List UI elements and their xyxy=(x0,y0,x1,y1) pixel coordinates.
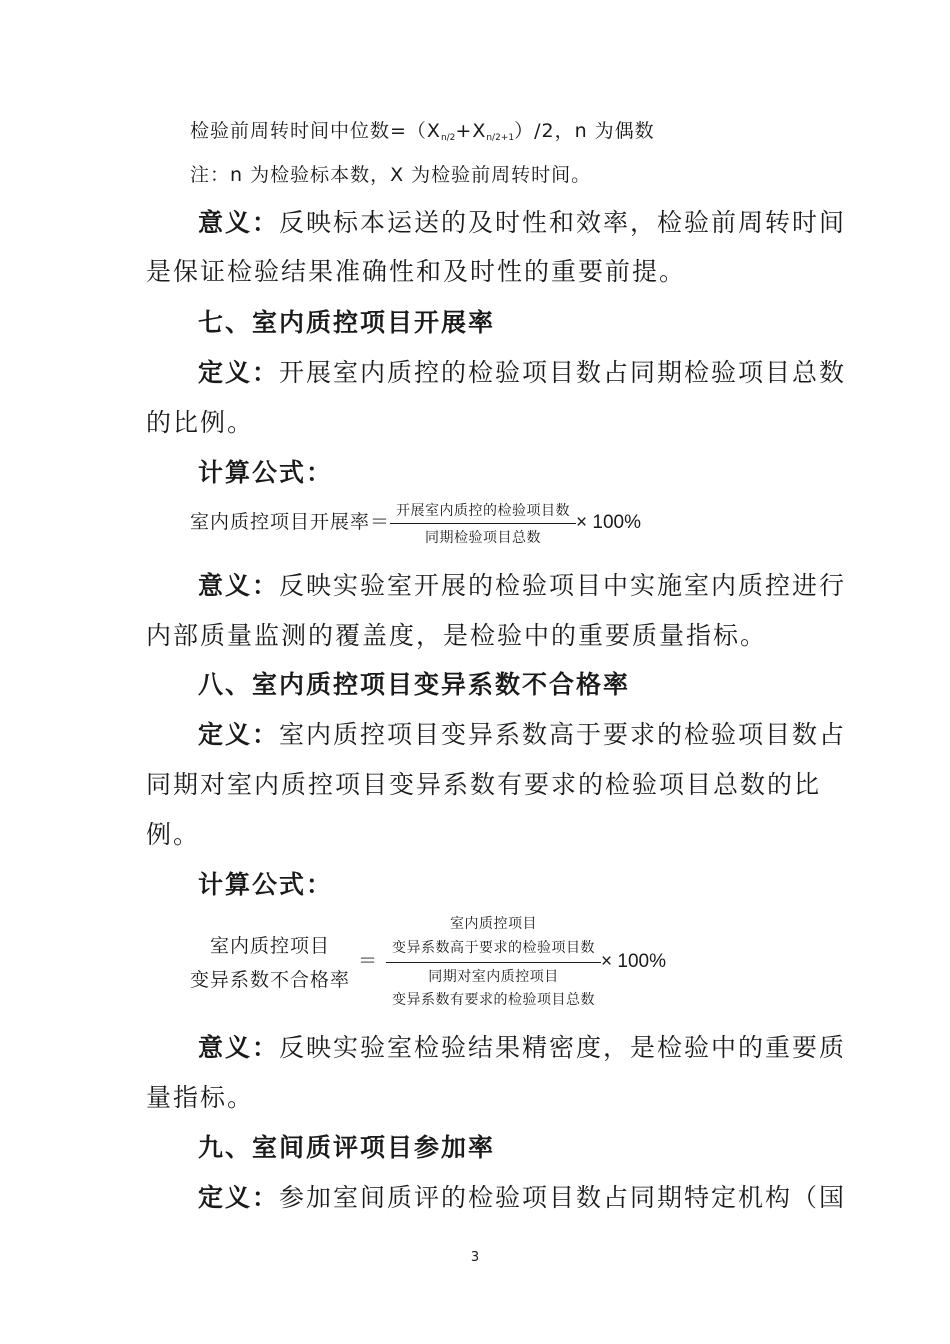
definition-label: 定义： xyxy=(198,720,280,749)
sec6-meaning-text: 反映标本运送的及时性和效率，检验前周转时间 xyxy=(279,208,847,237)
sec7-formula-denominator: 同期检验项目总数 xyxy=(425,530,542,546)
sec9-definition-line1 xyxy=(198,1178,846,1214)
sec6-meaning-line1 xyxy=(198,203,846,239)
definition-label: 定义： xyxy=(198,1183,280,1212)
sec7-formula-numerator: 开展室内质控的检验项目数 xyxy=(396,503,571,519)
sec8-formula-multiplier: × 100% xyxy=(601,951,667,972)
sec8-definition-line1 xyxy=(198,715,846,751)
median-subscript-2: n/2+1 xyxy=(486,133,515,143)
sec8-formula-fraction xyxy=(386,912,601,1013)
sec8-calc-label: 计算公式： xyxy=(198,870,334,899)
sec7-formula-lhs: 室内质控项目开展率＝ xyxy=(190,511,391,533)
sec7-calc-label: 计算公式： xyxy=(198,458,334,487)
sec9-heading: 九、室间质评项目参加率 xyxy=(198,1133,496,1162)
sec8-heading: 八、室内质控项目变异系数不合格率 xyxy=(198,670,631,699)
sec7-definition-line1 xyxy=(198,353,846,389)
median-formula-suffix: ）/2，n 为偶数 xyxy=(514,120,655,142)
sec7-meaning-line1 xyxy=(198,566,846,602)
sec7-definition-text: 开展室内质控的检验项目数占同期检验项目总数 xyxy=(279,358,847,387)
note-text: 注：n 为检验标本数，X 为检验前周转时间。 xyxy=(190,164,592,186)
fraction-bar xyxy=(386,962,601,963)
median-formula xyxy=(190,116,655,143)
sec7-meaning-line2: 内部质量监测的覆盖度，是检验中的重要质量指标。 xyxy=(146,621,768,650)
sec8-formula xyxy=(190,912,666,1013)
sec8-formula-denominator-line2: 变异系数有要求的检验项目总数 xyxy=(392,992,596,1008)
sec8-formula-numerator-line2: 变异系数高于要求的检验项目数 xyxy=(392,940,596,956)
sec8-meaning-line1 xyxy=(198,1028,846,1064)
meaning-label: 意义： xyxy=(198,1033,280,1062)
sec8-meaning-text: 反映实验室检验结果精密度，是检验中的重要质 xyxy=(279,1033,847,1062)
meaning-label: 意义： xyxy=(198,208,280,237)
sec7-heading: 七、室内质控项目开展率 xyxy=(198,308,496,337)
sec8-definition-text: 室内质控项目变异系数高于要求的检验项目数占 xyxy=(279,720,847,749)
meaning-label: 意义： xyxy=(198,571,280,600)
sec8-formula-lhs-line2: 变异系数不合格率 xyxy=(190,968,351,991)
sec9-definition-text: 参加室间质评的检验项目数占同期特定机构（国 xyxy=(279,1183,847,1212)
fraction-bar xyxy=(390,523,576,524)
median-subscript-1: n/2 xyxy=(440,133,456,143)
sec7-formula-multiplier: × 100% xyxy=(576,512,641,533)
median-formula-prefix: 检验前周转时间中位数=（X xyxy=(190,120,441,142)
median-formula-mid: +X xyxy=(455,120,487,142)
sec8-formula-numerator-line1: 室内质控项目 xyxy=(450,916,538,932)
sec8-definition-line3: 例。 xyxy=(146,820,201,849)
sec8-formula-denominator-line1: 同期对室内质控项目 xyxy=(428,969,559,985)
page-number: 3 xyxy=(470,1250,480,1265)
sec7-definition-line2: 的比例。 xyxy=(146,408,255,437)
sec8-formula-equals: ＝ xyxy=(358,950,379,972)
sec8-formula-lhs-line1: 室内质控项目 xyxy=(210,934,331,957)
sec7-formula xyxy=(190,500,641,547)
definition-label: 定义： xyxy=(198,358,280,387)
sec8-formula-lhs xyxy=(190,929,350,997)
sec6-meaning-line2: 是保证检验结果准确性和及时性的重要前提。 xyxy=(146,257,687,286)
sec8-meaning-line2: 量指标。 xyxy=(146,1083,255,1112)
sec7-meaning-text: 反映实验室开展的检验项目中实施室内质控进行 xyxy=(279,571,847,600)
sec7-formula-fraction xyxy=(390,500,576,547)
sec8-definition-line2: 同期对室内质控项目变异系数有要求的检验项目总数的比 xyxy=(146,770,822,799)
